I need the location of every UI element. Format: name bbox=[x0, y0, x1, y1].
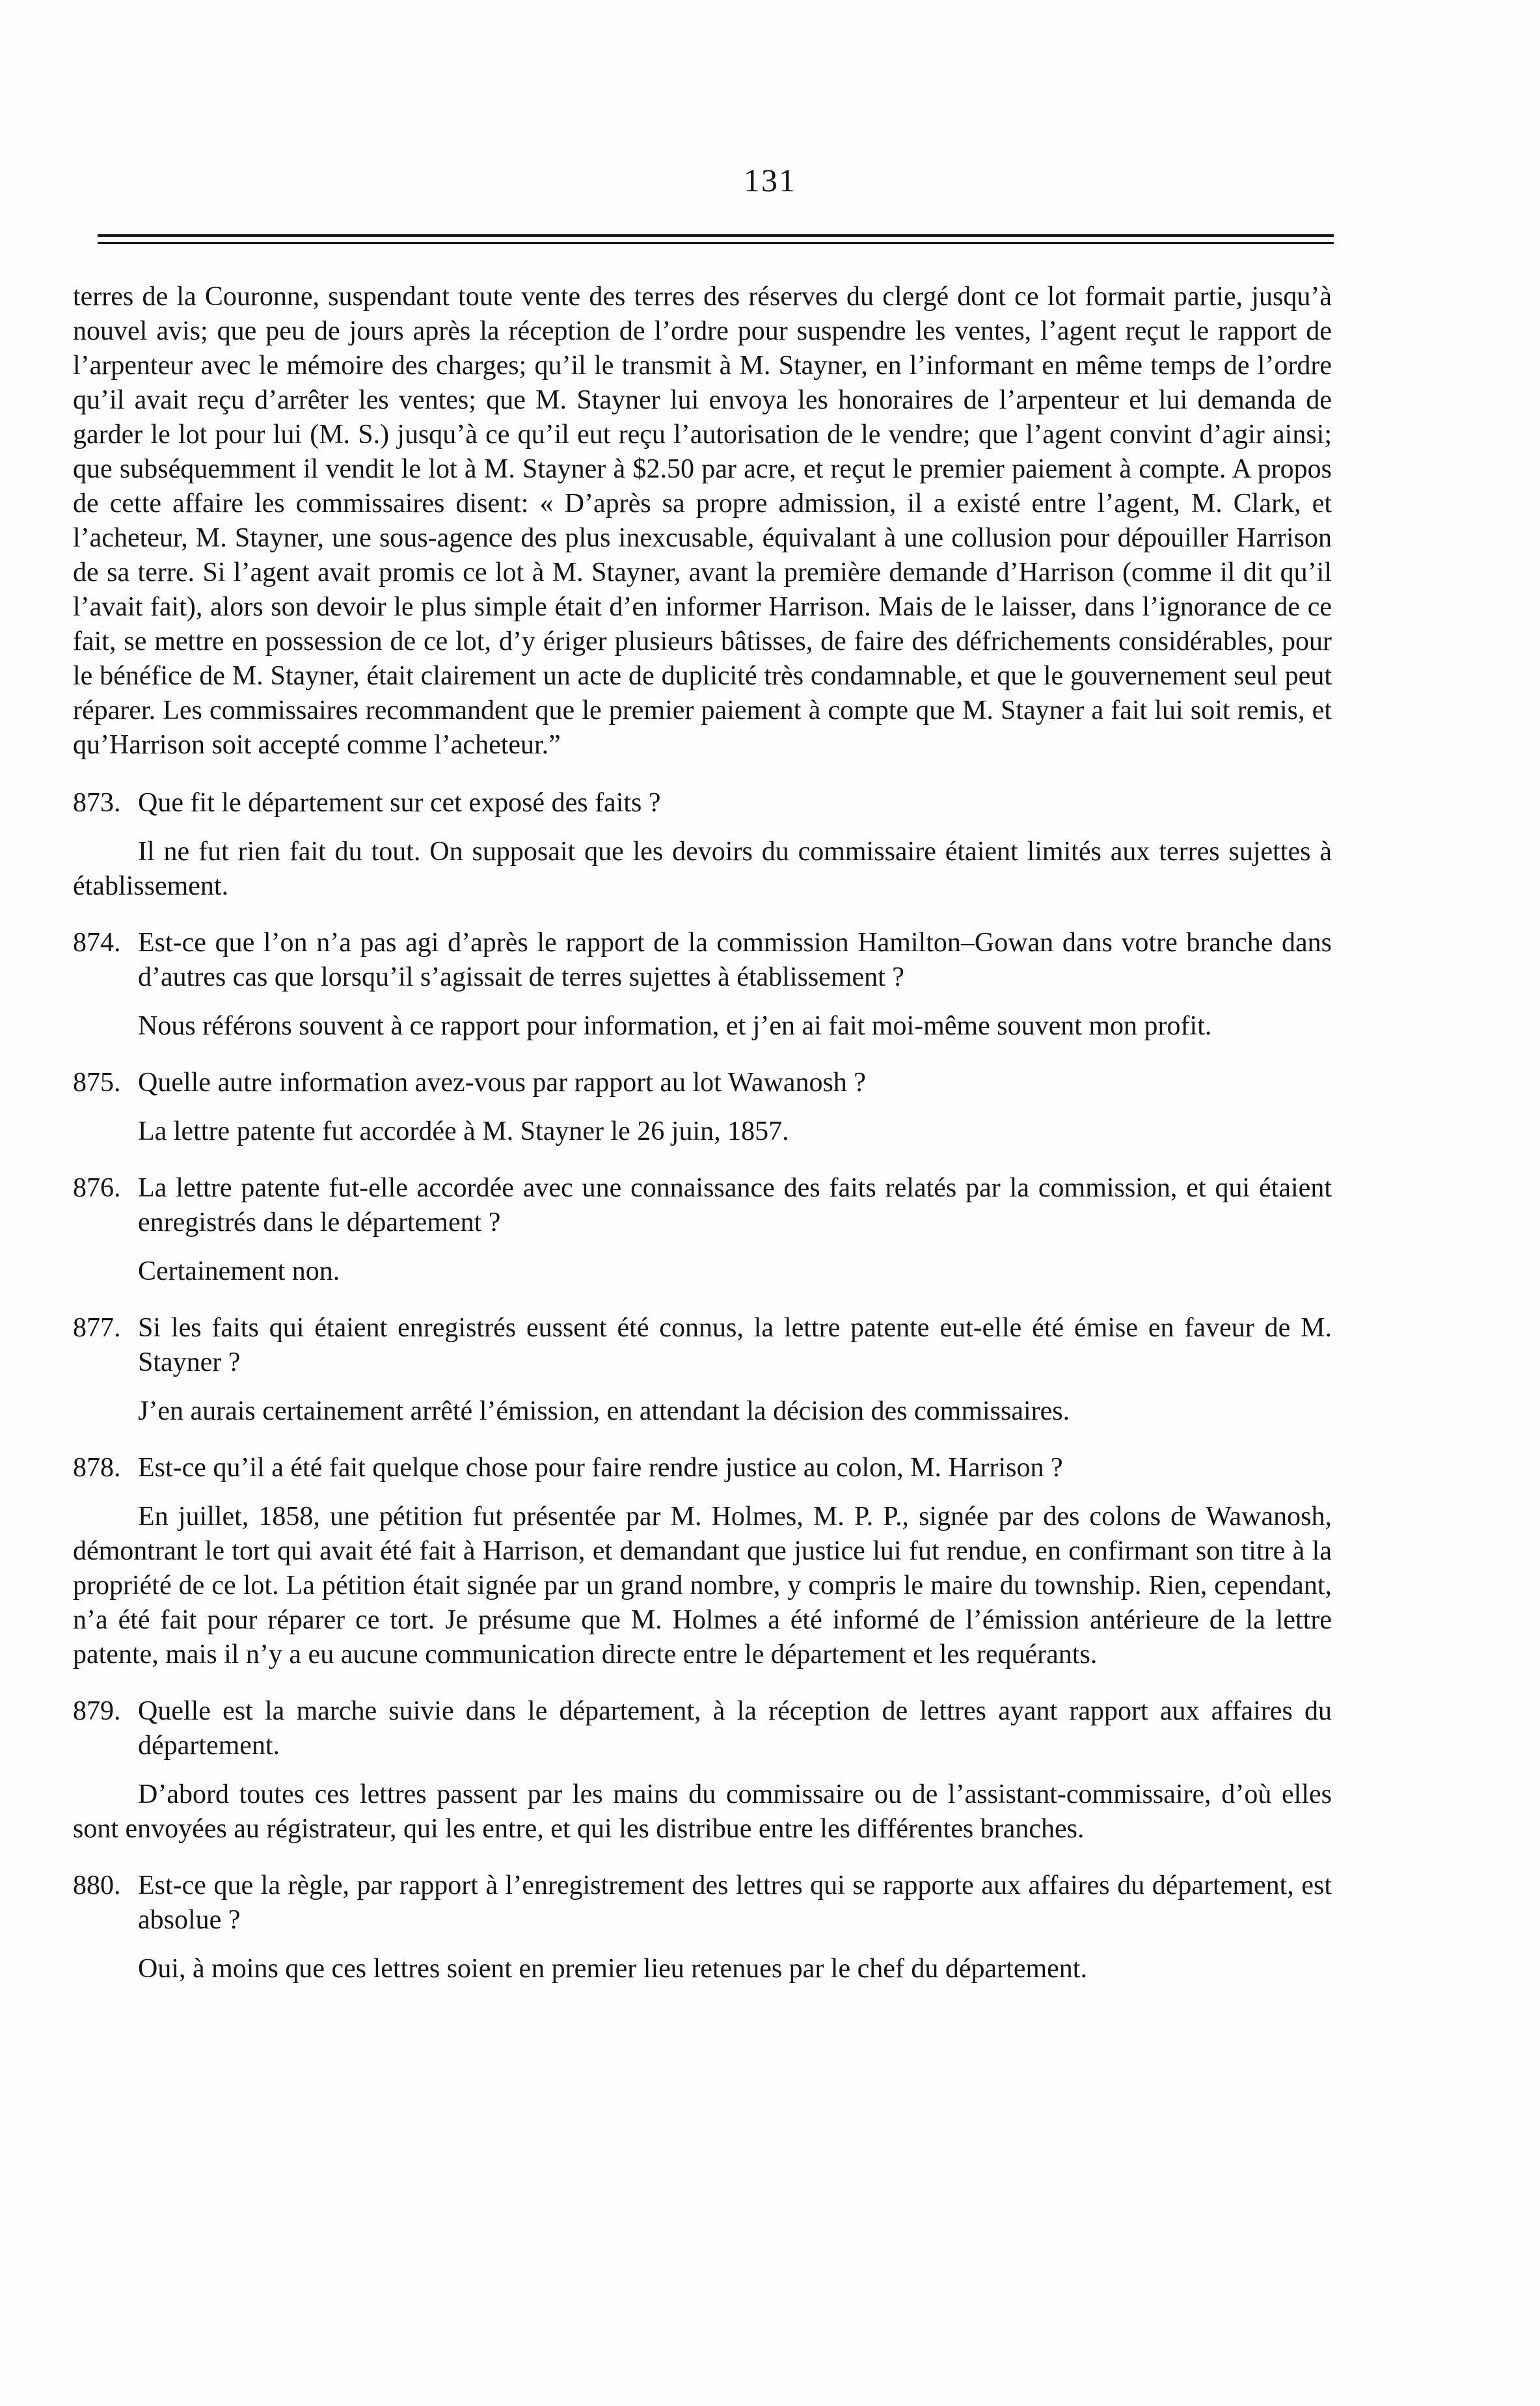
question-text: La lettre patente fut-elle accordée avec une connaissance des faits relatés par la commission, et qui étaient enregistrés dans le département ? bbox=[138, 1173, 1332, 1237]
question-text: Est-ce qu’il a été fait quelque chose pour faire rendre justice au colon, M. Harrison ? bbox=[138, 1453, 1063, 1483]
qa-880 bbox=[73, 1869, 1332, 1986]
question-text: Est-ce que la règle, par rapport à l’enregistrement des lettres qui se rapporte aux affaires du département, est absolue ? bbox=[138, 1871, 1332, 1935]
intro-paragraph: terres de la Couronne, suspendant toute vente des terres des réserves du clergé dont ce lot formait partie, jusqu’à nouvel avis; que peu de jours après la réception de l’ordre pour suspendre les ventes, l’agent reçut le rapport de l’arpenteur avec le mémoire des charges; qu’il le transmit à M. Stayner, en l’informant en même temps de l’ordre qu’il avait reçu d’arrêter les ventes; que M. Stayner lui envoya les honoraires de l’arpenteur et lui demanda de garder le lot pour lui (M. S.) jusqu’à ce qu’il eut reçu l’autorisation de le vendre; que l’agent convint d’agir ainsi; que subséquemment il vendit le lot à M. Stayner à $2.50 par acre, et reçut le premier paiement à compte. A propos de cette affaire les commissaires disent: « D’après sa propre admission, il a existé entre l’agent, M. Clark, et l’acheteur, M. Stayner, une sous-agence des plus inexcusable, équivalant à une collusion pour dépouiller Harrison de sa terre. Si l’agent avait promis ce lot à M. Stayner, avant la première demande d’Harrison (comme il dit qu’il l’avait fait), alors son devoir le plus simple était d’en informer Harrison. Mais de le laisser, dans l’ignorance de ce fait, se mettre en possession de ce lot, d’y ériger plusieurs bâtisses, de faire des défrichements considérables, pour le bénéfice de M. Stayner, était clairement un acte de duplicité très condamnable, et que le gouvernement seul peut réparer. Les commissaires recommandent que le premier paiement à compte que M. Stayner a fait lui soit remis, et qu’Harrison soit accepté comme l’acheteur.” bbox=[73, 282, 1332, 760]
qa-878 bbox=[73, 1451, 1332, 1672]
answer-text: D’abord toutes ces lettres passent par les mains du commissaire ou de l’assistant-commissaire, d’où elles sont envoyées au régistrateur, qui les entre, et qui les distribue entre les différentes branches. bbox=[73, 1779, 1332, 1844]
question bbox=[73, 926, 1332, 995]
question-number: 875. bbox=[73, 1068, 121, 1098]
question-number: 874. bbox=[73, 928, 121, 958]
question-text: Quelle est la marche suivie dans le département, à la réception de lettres ayant rapport aux affaires du département. bbox=[138, 1696, 1332, 1761]
question bbox=[73, 1869, 1332, 1938]
question-number: 879. bbox=[73, 1696, 121, 1726]
page-content bbox=[73, 280, 1332, 2008]
question-number: 878. bbox=[73, 1453, 121, 1483]
question bbox=[73, 1451, 1332, 1485]
question bbox=[73, 1694, 1332, 1763]
question-number: 877. bbox=[73, 1313, 121, 1343]
header-rule-top bbox=[98, 234, 1334, 237]
page-number: 131 bbox=[744, 162, 796, 198]
answer-text: La lettre patente fut accordée à M. Stayner le 26 juin, 1857. bbox=[138, 1116, 789, 1146]
header-rule-bottom bbox=[98, 242, 1334, 244]
question-number: 880. bbox=[73, 1871, 121, 1900]
qa-876 bbox=[73, 1171, 1332, 1289]
question-text: Que fit le département sur cet exposé des faits ? bbox=[138, 788, 661, 818]
question-text: Quelle autre information avez-vous par rapport au lot Wawanosh ? bbox=[138, 1068, 866, 1098]
question-text: Est-ce que l’on n’a pas agi d’après le rapport de la commission Hamilton–Gowan dans votre branche dans d’autres cas que lorsqu’il s’agissait de terres sujettes à établissement ? bbox=[138, 928, 1332, 992]
qa-873 bbox=[73, 786, 1332, 904]
question bbox=[73, 1311, 1332, 1380]
question bbox=[73, 786, 1332, 820]
qa-875 bbox=[73, 1066, 1332, 1149]
qa-879 bbox=[73, 1694, 1332, 1846]
answer-text: Il ne fut rien fait du tout. On supposait que les devoirs du commissaire étaient limités aux terres sujettes à établissement. bbox=[73, 837, 1332, 901]
qa-874 bbox=[73, 926, 1332, 1044]
answer-text: J’en aurais certainement arrêté l’émission, en attendant la décision des commissaires. bbox=[138, 1396, 1070, 1426]
question bbox=[73, 1066, 1332, 1100]
question-number: 876. bbox=[73, 1173, 121, 1203]
answer-text: Certainement non. bbox=[138, 1256, 340, 1286]
header-rule bbox=[98, 234, 1334, 244]
question bbox=[73, 1171, 1332, 1240]
answer-text: Nous référons souvent à ce rapport pour information, et j’en ai fait moi-même souvent mon profit. bbox=[138, 1011, 1212, 1041]
question-number: 873. bbox=[73, 788, 121, 818]
qa-877 bbox=[73, 1311, 1332, 1429]
answer-text: En juillet, 1858, une pétition fut présentée par M. Holmes, M. P. P., signée par des colons de Wawanosh, démontrant le tort qui avait été fait à Harrison, et demandant que justice lui fut rendue, en confirmant son titre à la propriété de ce lot. La pétition était signée par un grand nombre, y compris le maire du township. Rien, cependant, n’a été fait pour réparer ce tort. Je présume que M. Holmes a été informé de l’émission antérieure de la lettre patente, mais il n’y a eu aucune communication directe entre le département et les requérants. bbox=[73, 1502, 1332, 1669]
question-text: Si les faits qui étaient enregistrés eussent été connus, la lettre patente eut-elle été émise en faveur de M. Stayner ? bbox=[138, 1313, 1332, 1377]
answer-text: Oui, à moins que ces lettres soient en premier lieu retenues par le chef du département. bbox=[138, 1954, 1087, 1984]
